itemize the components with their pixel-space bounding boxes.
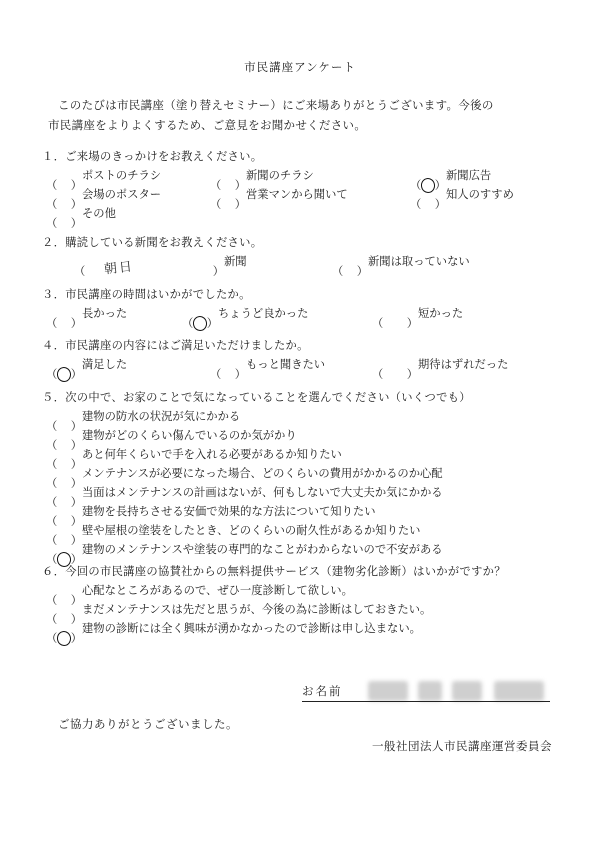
option-label: 会場のポスター bbox=[82, 188, 162, 201]
page-title: 市民講座アンケート bbox=[244, 60, 356, 74]
q3-option-1[interactable]: （ ） 長かった bbox=[46, 304, 127, 323]
q5-option-2[interactable]: （ ） 建物がどのくらい傷んでいるのか気がかり bbox=[42, 426, 582, 445]
option-label: あと何年くらいで手を入れる必要があるか知りたい bbox=[82, 448, 342, 461]
question-4-text: ４．市民講座の内容にはご満足いただけましたか。 bbox=[42, 339, 309, 352]
question-4-row-1 bbox=[42, 355, 582, 381]
name-label: お名前 bbox=[302, 684, 343, 698]
question-5 bbox=[42, 388, 582, 566]
option-label: 期待はずれだった bbox=[418, 358, 509, 371]
option-label: ちょうど良かった bbox=[218, 307, 309, 320]
thanks-text: ご協力ありがとうございました。 bbox=[58, 717, 238, 731]
option-label: 新聞のチラシ bbox=[246, 169, 314, 182]
name-field[interactable] bbox=[302, 681, 550, 705]
option-label: 当面はメンテナンスの計画はないが、何もしないで大丈夫か気にかかる bbox=[82, 486, 443, 499]
q1-option-3[interactable]: （ ） 新聞広告 bbox=[410, 166, 491, 185]
option-label: 建物のメンテナンスや塗装の専門的なことがわからないので不安がある bbox=[82, 543, 443, 556]
option-label: 短かった bbox=[418, 307, 464, 320]
option-label: メンテナンスが必要になった場合、どのくらいの費用がかかるのか心配 bbox=[82, 467, 443, 480]
q4-option-3[interactable]: （ ） 期待はずれだった bbox=[372, 355, 508, 374]
q6-option-3[interactable]: （ ） 建物の診断には全く興味が湧かなかったので診断は申し込まない。 bbox=[42, 619, 582, 638]
question-4 bbox=[42, 336, 582, 381]
question-3-row-1 bbox=[42, 304, 582, 330]
question-1-row-3 bbox=[42, 204, 582, 230]
question-2 bbox=[42, 233, 582, 278]
q5-option-1[interactable]: （ ） 建物の防水の状況が気にかかる bbox=[42, 407, 582, 426]
q5-option-8[interactable]: （ ） 建物のメンテナンスや塗装の専門的なことがわからないので不安がある bbox=[42, 540, 582, 559]
circle-mark-icon bbox=[56, 366, 72, 383]
question-6 bbox=[42, 562, 582, 645]
question-2-row-1 bbox=[42, 252, 582, 278]
question-1-row-2 bbox=[42, 185, 582, 211]
q1-option-4[interactable]: （ ） 会場のポスター bbox=[46, 185, 161, 204]
question-6-text: ６．今回の市民講座の協賛社からの無料提供サービス（建物劣化診断）はいかがですか？ bbox=[42, 565, 506, 578]
q2-option-1[interactable]: （ 朝日 ） 新聞 bbox=[74, 252, 247, 271]
q5-option-6[interactable]: （ ） 建物を長持ちさせる安価で効果的な方法について知りたい bbox=[42, 502, 582, 521]
question-1-row-1 bbox=[42, 166, 582, 192]
circle-mark-icon bbox=[192, 315, 208, 332]
q2-option-2[interactable]: （ ） 新聞は取っていない bbox=[332, 252, 470, 271]
q5-option-7[interactable]: （ ） 壁や屋根の塗装をしたとき、どのくらいの耐久性があるか知りたい bbox=[42, 521, 582, 540]
redacted-name-block bbox=[368, 681, 408, 701]
option-label: ポストのチラシ bbox=[82, 169, 162, 182]
q1-option-5[interactable]: （ ） 営業マンから聞いて bbox=[210, 185, 348, 204]
option-label: もっと聞きたい bbox=[246, 358, 326, 371]
intro-line-1: このたびは市民講座（塗り替えセミナー）にご来場ありがとうございます。今後の bbox=[58, 98, 494, 112]
redacted-name-block bbox=[452, 681, 482, 701]
question-1-text: １．ご来場のきっかけをお教えください。 bbox=[42, 150, 263, 163]
redacted-name-block bbox=[494, 681, 544, 701]
option-label: 建物を長持ちさせる安価で効果的な方法について知りたい bbox=[82, 505, 376, 518]
intro-line-2: 市民講座をよりよくするため、ご意見をお聞かせください。 bbox=[48, 118, 367, 132]
organization-name: 一般社団法人市民講座運営委員会 bbox=[372, 739, 552, 753]
q3-option-3[interactable]: （ ） 短かった bbox=[372, 304, 463, 323]
q1-option-6[interactable]: （ ） 知人のすすめ bbox=[410, 185, 514, 204]
option-label: 建物がどのくらい傷んでいるのか気がかり bbox=[82, 429, 297, 442]
q5-option-4[interactable]: （ ） メンテナンスが必要になった場合、どのくらいの費用がかかるのか心配 bbox=[42, 464, 582, 483]
q5-option-3[interactable]: （ ） あと何年くらいで手を入れる必要があるか知りたい bbox=[42, 445, 582, 464]
question-3 bbox=[42, 285, 582, 330]
option-label: 建物の防水の状況が気にかかる bbox=[82, 410, 241, 423]
q6-option-1[interactable]: （ ） 心配なところがあるので、ぜひ一度診断して欲しい。 bbox=[42, 581, 582, 600]
redacted-name-block bbox=[418, 681, 442, 701]
question-2-text: ２．購読している新聞をお教えください。 bbox=[42, 236, 263, 249]
q6-option-2[interactable]: （ ） まだメンテナンスは先だと思うが、今後の為に診断はしておきたい。 bbox=[42, 600, 582, 619]
intro-text bbox=[48, 95, 578, 135]
q3-option-2[interactable]: （ ） ちょうど良かった bbox=[182, 304, 308, 323]
q1-option-2[interactable]: （ ） 新聞のチラシ bbox=[210, 166, 314, 185]
q1-option-1[interactable]: （ ） ポストのチラシ bbox=[46, 166, 161, 185]
q1-option-7[interactable]: （ ） その他 bbox=[46, 204, 116, 223]
question-1 bbox=[42, 147, 582, 230]
q4-option-2[interactable]: （ ） もっと聞きたい bbox=[210, 355, 325, 374]
question-5-text: ５．次の中で、お家のことで気になっていることを選んでください（いくつでも） bbox=[42, 391, 471, 404]
option-label: 新聞 bbox=[224, 255, 247, 268]
q4-option-1[interactable]: （ ） 満足した bbox=[46, 355, 127, 374]
option-label: 満足した bbox=[82, 358, 128, 371]
circle-mark-icon bbox=[56, 630, 72, 647]
option-label: 新聞は取っていない bbox=[368, 255, 470, 268]
option-label: 建物の診断には全く興味が湧かなかったので診断は申し込まない。 bbox=[82, 622, 421, 635]
option-label: 壁や屋根の塗装をしたとき、どのくらいの耐久性があるか知りたい bbox=[82, 524, 421, 537]
option-label: まだメンテナンスは先だと思うが、今後の為に診断はしておきたい。 bbox=[82, 603, 432, 616]
option-label: 知人のすすめ bbox=[446, 188, 514, 201]
name-underline bbox=[302, 701, 550, 702]
q5-option-5[interactable]: （ ） 当面はメンテナンスの計画はないが、何もしないで大丈夫か気にかかる bbox=[42, 483, 582, 502]
option-label: 営業マンから聞いて bbox=[246, 188, 348, 201]
option-label: 長かった bbox=[82, 307, 128, 320]
option-label: 新聞広告 bbox=[446, 169, 492, 182]
handwritten-answer: 朝日 bbox=[103, 258, 135, 278]
option-label: その他 bbox=[82, 207, 116, 220]
question-3-text: ３．市民講座の時間はいかがでしたか。 bbox=[42, 288, 251, 301]
option-label: 心配なところがあるので、ぜひ一度診断して欲しい。 bbox=[82, 584, 353, 597]
